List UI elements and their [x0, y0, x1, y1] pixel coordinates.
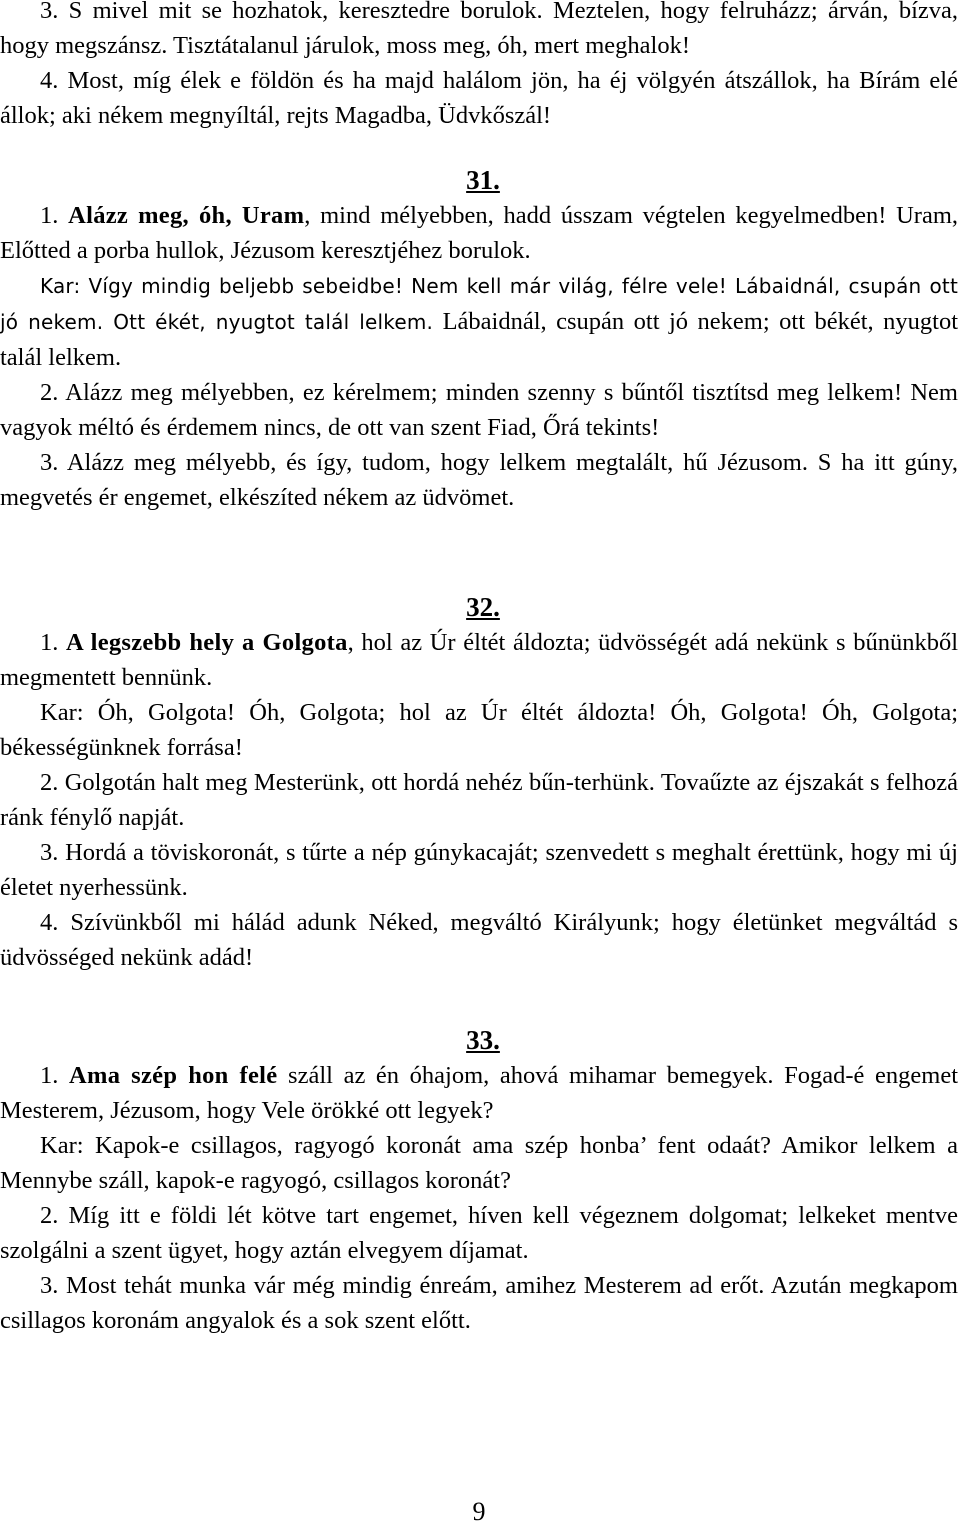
song32-number: 32.	[466, 592, 500, 622]
song31-chorus	[0, 268, 958, 375]
song30-verse3: 3. S mivel mit se hozhatok, keresztedre borulok. Meztelen, hogy felruházz; árván, bízva, hogy megszánsz. Tisztátalanul járulok, moss meg, óh, mert meghalok!	[0, 0, 958, 59]
page-number: 9	[472, 1497, 486, 1526]
song33-number: 33.	[466, 1025, 500, 1055]
song31-chorus-text: Kar: Vígy mindig beljebb sebeidbe! Nem kell már világ, félre vele! Lábaidnál, csupán ott jó nekem. Ott ékét, nyugtot talál lelkem.	[0, 274, 958, 334]
song32-verse1	[0, 625, 958, 695]
song32-verse1-text: , hol az Úr éltét áldozta; üdvösségét adá nekünk s bűnünkből megmentett bennünk.	[0, 629, 958, 691]
song33-chorus: Kar: Kapok-e csillagos, ragyogó koronát ama szép honba’ fent odaát? Amikor lelkem a Mennybe száll, kapok-e ragyogó, csillagos koronát?	[0, 1132, 958, 1194]
song32-title: A legszebb hely a Golgota	[66, 629, 348, 656]
song31-title: Alázz meg, óh, Uram	[68, 202, 305, 229]
song33-verse1-num: 1.	[40, 1062, 59, 1089]
song31-number: 31.	[466, 165, 500, 195]
song33-title: Ama szép hon felé	[69, 1062, 278, 1089]
song32-verse1-num: 1.	[40, 629, 59, 656]
song33-verse3: 3. Most tehát munka vár még mindig énreám, amihez Mesterem ad erőt. Azután megkapom csillagos koronám angyalok és a sok szent előtt.	[0, 1272, 958, 1334]
song31-verse1	[0, 198, 958, 268]
song33-verse1-text: száll az én óhajom, ahová mihamar bemegyek. Fogad-é engemet Mesterem, Jézusom, hogy Vele örökké ott legyek?	[0, 1062, 959, 1124]
song32-verse4: 4. Szívünkből mi hálád adunk Néked, megváltó Királyunk; hogy életünket megváltád s üdvösséged nekünk adád!	[0, 909, 958, 971]
song32-verse2: 2. Golgotán halt meg Mesterünk, ott hordá nehéz bűn-terhünk. Tovaűzte az éjszakát s felhozá ránk fénylő napját.	[0, 769, 958, 831]
song30-verse4: 4. Most, míg élek e földön és ha majd halálom jön, ha éj völgyén átszállok, ha Bírám elé állok; aki nékem megnyíltál, rejts Magadba, Üdvkőszál!	[0, 67, 958, 129]
song31-verse2: 2. Alázz meg mélyebben, ez kérelmem; minden szenny s bűntől tisztítsd meg lelkem! Nem vagyok méltó és érdemem nincs, de ott van szent Fiad, Őrá tekints!	[0, 379, 958, 441]
song31-verse1-num: 1.	[40, 202, 59, 229]
song31-verse1-text: , mind mélyebben, hadd ússzam végtelen kegyelmedben! Uram, Előtted a porba hullok, Jézusom keresztjéhez borulok.	[0, 202, 959, 264]
song31-verse3: 3. Alázz meg mélyebb, és így, tudom, hogy lelkem megtalált, hű Jézusom. S ha itt gúny, megvetés ér engemet, elkészíted nékem az üdvömet.	[0, 449, 958, 511]
song33-verse1	[0, 1058, 958, 1128]
song31-chorus-tail: Lábaidnál, csupán ott jó nekem; ott békét, nyugtot talál lelkem.	[0, 308, 959, 371]
song32-verse3: 3. Hordá a töviskoronát, s tűrte a nép gúnykacaját; szenvedett s meghalt érettünk, hogy mi új életet nyerhessünk.	[0, 839, 958, 901]
song33-verse2: 2. Míg itt e földi lét kötve tart engemet, híven kell végeznem dolgomat; lelkeket mentve szolgálni a szent ügyet, hogy aztán elvegyem díjamat.	[0, 1202, 958, 1264]
song32-chorus: Kar: Óh, Golgota! Óh, Golgota; hol az Úr éltét áldozta! Óh, Golgota! Óh, Golgota; békességünknek forrása!	[0, 699, 958, 761]
